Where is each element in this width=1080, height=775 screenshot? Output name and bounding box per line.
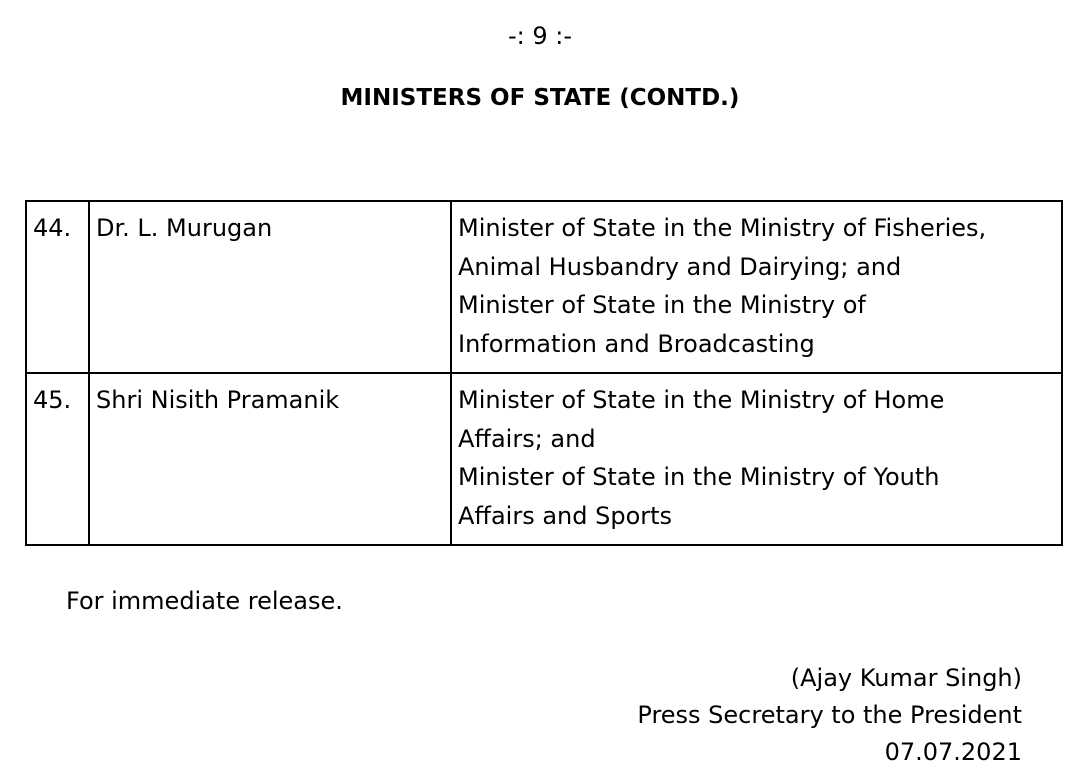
signatory-name: (Ajay Kumar Singh) xyxy=(790,664,1022,692)
minister-name: Dr. L. Murugan xyxy=(89,201,451,373)
portfolio xyxy=(451,201,1062,373)
page-number: -: 9 :- xyxy=(507,22,573,50)
portfolio-line: Minister of State in the Ministry of xyxy=(458,291,866,319)
section-heading: MINISTERS OF STATE (CONTD.) xyxy=(340,85,740,111)
portfolio-line: Animal Husbandry and Dairying; and xyxy=(458,252,902,281)
ministers-table xyxy=(25,200,1063,546)
serial-number: 45. xyxy=(26,373,89,545)
table-row xyxy=(26,373,1062,545)
portfolio xyxy=(451,373,1062,545)
portfolio-line: Affairs; and xyxy=(458,424,596,453)
release-date: 07.07.2021 xyxy=(884,738,1022,766)
signatory-designation: Press Secretary to the President xyxy=(637,701,1022,729)
minister-name: Shri Nisith Pramanik xyxy=(89,373,451,545)
signature-block xyxy=(637,660,1022,771)
portfolio-line: Information and Broadcasting xyxy=(458,329,815,358)
portfolio-line: Affairs and Sports xyxy=(458,501,673,530)
portfolio-line: Minister of State in the Ministry of Fisheries, xyxy=(458,214,987,242)
portfolio-line: Minister of State in the Ministry of Home xyxy=(458,386,945,414)
release-note: For immediate release. xyxy=(66,587,343,615)
table-row xyxy=(26,201,1062,373)
portfolio-line: Minister of State in the Ministry of Youth xyxy=(458,463,940,491)
serial-number: 44. xyxy=(26,201,89,373)
